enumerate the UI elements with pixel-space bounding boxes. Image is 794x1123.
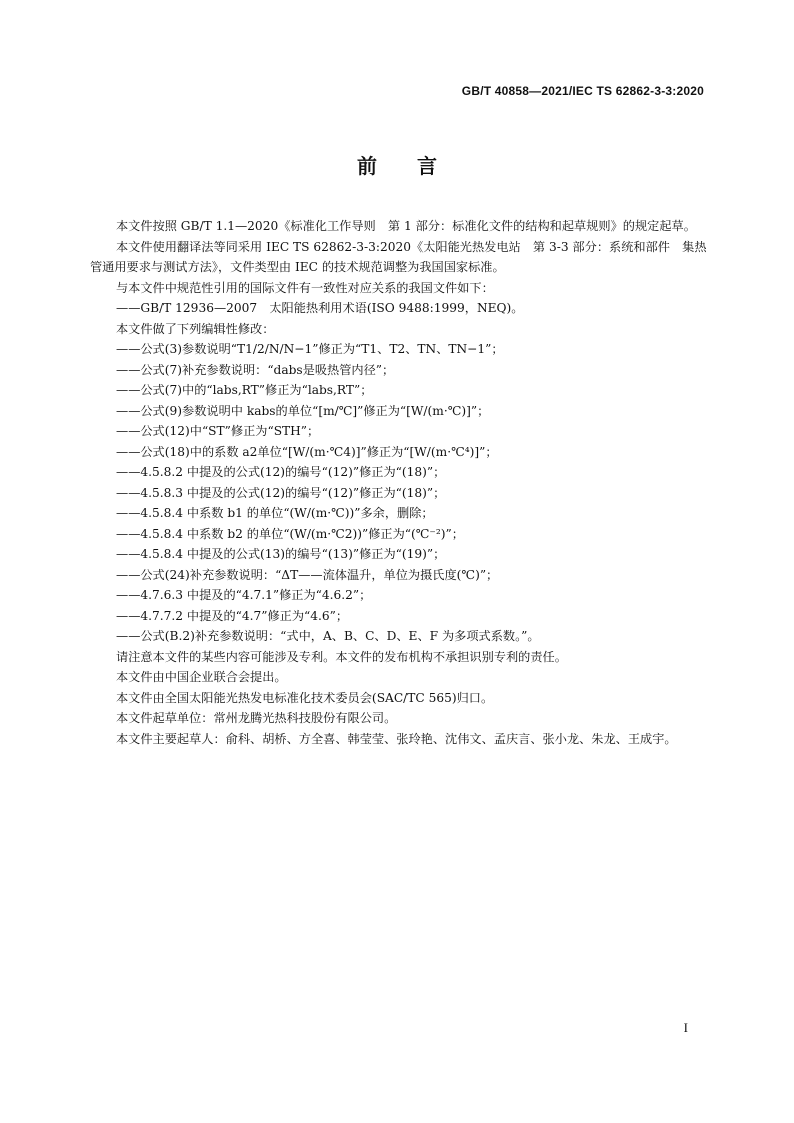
list-item: ——4.5.8.4 中系数 b1 的单位“(W/(m·℃))”多余，删除；	[116, 506, 434, 520]
document-number-header: GB/T 40858—2021/IEC TS 62862-3-3:2020	[461, 84, 704, 98]
edits-list	[90, 339, 718, 647]
list-item: ——4.5.8.4 中系数 b2 的单位“(W/(m·℃2))”修正为“(℃⁻²)”；	[116, 526, 464, 541]
paragraph-proposer: 本文件由中国企业联合会提出。	[116, 670, 287, 684]
paragraph-edit-intro: 本文件做了下列编辑性修改：	[116, 321, 275, 336]
paragraph-drafting-rules: 本文件按照 GB/T 1.1—2020《标准化工作导则 第 1 部分：标准化文件的结构和起草规则》的规定起草。	[116, 219, 696, 233]
list-item: ——4.7.6.3 中提及的“4.7.1”修正为“4.6.2”；	[116, 588, 372, 602]
list-item: ——公式(7)中的“labs,RT”修正为“labs,RT”；	[116, 383, 373, 397]
page-title: 前言	[357, 154, 477, 178]
list-item: ——4.7.7.2 中提及的“4.7”修正为“4.6”；	[116, 608, 349, 623]
paragraph-drafting-unit: 本文件起草单位：常州龙腾光热科技股份有限公司。	[116, 711, 397, 725]
list-item: ——4.5.8.4 中提及的公式(13)的编号“(13)”修正为“(19)”；	[116, 547, 446, 561]
list-item: ——公式(24)补充参数说明：“ΔT——流体温升，单位为摄氏度(℃)”；	[116, 567, 499, 582]
reference-item: ——GB/T 12936—2007 太阳能热利用术语(ISO 9488:1999，NEQ)。	[116, 301, 524, 315]
list-item: ——公式(7)补充参数说明：“dabs是吸热管内径”；	[116, 362, 395, 377]
paragraph-committee: 本文件由全国太阳能光热发电标准化技术委员会(SAC/TC 565)归口。	[116, 690, 494, 705]
paragraph-translation-method: 本文件使用翻译法等同采用 IEC TS 62862-3-3:2020《太阳能光热发电站 第 3-3 部分：系统和部件 集热管通用要求与测试方法》，文件类型由 IEC 的技术规范调整为我国国家标准。	[90, 239, 707, 274]
paragraph-reference-intro: 与本文件中规范性引用的国际文件有一致性对应关系的我国文件如下：	[116, 280, 494, 295]
list-item: ——公式(18)中的系数 a2单位“[W/(m·℃4)]”修正为“[W/(m·℃⁴)]”；	[116, 444, 498, 459]
document-body	[90, 216, 718, 749]
list-item: ——公式(3)参数说明“T1/2/N/N−1”修正为“T1、T2、TN、TN−1”；	[116, 342, 504, 356]
paragraph-patent-notice: 请注意本文件的某些内容可能涉及专利。本文件的发布机构不承担识别专利的责任。	[116, 649, 567, 664]
list-item: ——公式(9)参数说明中 kabs的单位“[m/℃]”修正为“[W/(m·℃)]”；	[116, 403, 490, 418]
list-item: ——4.5.8.2 中提及的公式(12)的编号“(12)”修正为“(18)”；	[116, 465, 446, 479]
page-number: I	[683, 1020, 688, 1035]
list-item: ——公式(12)中“ST”修正为“STH”；	[116, 424, 320, 438]
list-item: ——公式(B.2)补充参数说明：“式中，A、B、C、D、E、F 为多项式系数。”。	[116, 629, 540, 643]
paragraph-drafters: 本文件主要起草人：俞科、胡桥、方全喜、韩莹莹、张玲艳、沈伟文、孟庆言、张小龙、朱龙、王成宇。	[116, 731, 677, 746]
list-item: ——4.5.8.3 中提及的公式(12)的编号“(12)”修正为“(18)”；	[116, 485, 446, 500]
